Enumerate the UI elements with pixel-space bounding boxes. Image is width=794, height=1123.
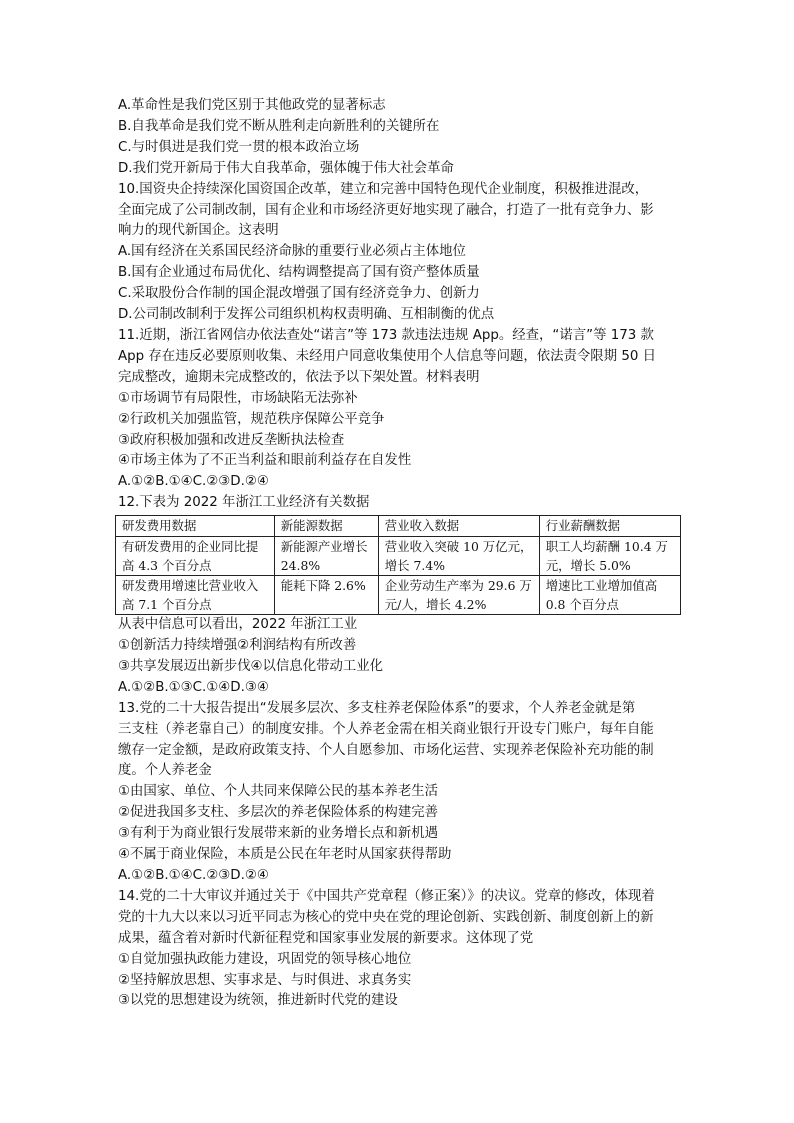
table-header-row [116, 516, 681, 537]
question-12 [118, 493, 688, 699]
table-cell: 研发费用增速比营业收入高 7.1 个百分点 [116, 576, 275, 615]
q14-item-1: ①自觉加强执政能力建设，巩固党的领导核心地位 [118, 951, 412, 967]
q14-stem-line: 党的十九大以来以习近平同志为核心的党中央在党的理论创新、实践创新、制度创新上的新 [118, 909, 654, 925]
table-cell: 有研发费用的企业同比提高 4.3 个百分点 [116, 537, 275, 576]
q13-item-4: ④不属于商业保险，本质是公民在年老时从国家获得帮助 [118, 847, 452, 863]
q13-stem-line: 三支柱（养老靠自己）的制度安排。个人养老金需在相关商业银行开设专门账户，每年自能 [118, 721, 654, 737]
table-row [116, 537, 681, 576]
table-cell: 新能源产业增长 24.8% [274, 537, 378, 576]
q9-option-a: A.革命性是我们党区别于其他政党的显著标志 [118, 98, 386, 113]
table-row [116, 576, 681, 615]
q13-item-1: ①由国家、单位、个人共同来保障公民的基本养老生活 [118, 784, 438, 800]
q9-option-d: D.我们党开新局于伟大自我革命，强体魄于伟大社会革命 [118, 160, 454, 176]
q12-stem: 12.下表为 2022 年浙江工业经济有关数据 [118, 495, 370, 511]
question-10 [118, 180, 688, 326]
q12-item-line: ①创新活力持续增强②利润结构有所改善 [118, 638, 357, 654]
q12-after-text: 从表中信息可以看出，2022 年浙江工业 [118, 617, 358, 633]
q11-stem-line: 11.近期，浙江省网信办依法查处“诺言”等 173 款违法违规 App。经查，“诺言”等 173 款 [118, 327, 654, 343]
question-11 [118, 326, 688, 493]
q12-item-line: ③共享发展迈出新步伐④以信息化带动工业化 [118, 658, 384, 674]
q10-stem-line: 10.国资央企持续深化国资国企改革，建立和完善中国特色现代企业制度，积极推进混改， [118, 181, 649, 197]
table-cell: 增速比工业增加值高 0.8 个百分点 [539, 576, 680, 615]
question-14 [118, 887, 688, 1012]
q14-item-3: ③以党的思想建设为统领，推进新时代党的建设 [118, 993, 398, 1009]
table-cell: 职工人均薪酬 10.4 万元，增长 5.0% [539, 537, 680, 576]
table-header-cell: 新能源数据 [274, 516, 378, 537]
exam-page [118, 96, 688, 1012]
table-header-cell: 行业薪酬数据 [539, 516, 680, 537]
q10-stem-line: 全面完成了公司制改制，国有企业和市场经济更好地实现了融合，打造了一批有竞争力、影 [118, 202, 654, 218]
q11-item-3: ③政府积极加强和改进反垄断执法检查 [118, 432, 345, 448]
q10-option-b: B.国有企业通过布局优化、结构调整提高了国有资产整体质量 [118, 265, 480, 281]
q14-item-2: ②坚持解放思想、实事求是、与时俱进、求真务实 [118, 972, 412, 988]
q13-stem-line: 13.党的二十大报告提出“发展多层次、多支柱养老保险体系”的要求，个人养老金就是第 [118, 700, 636, 716]
q11-item-1: ①市场调节有局限性，市场缺陷无法弥补 [118, 390, 358, 406]
table-cell: 营业收入突破 10 万亿元，增长 7.4% [378, 537, 539, 576]
q12-data-table [115, 515, 681, 615]
q14-stem-line: 14.党的二十大审议并通过关于《中国共产党章程（修正案）》的决议。党章的修改，体现着 [118, 888, 655, 904]
table-header-cell: 研发费用数据 [116, 516, 275, 537]
q9-options [118, 96, 688, 180]
q10-option-c: C.采取股份合作制的国企混改增强了国有经济竞争力、创新力 [118, 286, 480, 302]
q11-stem-line: 完成整改，逾期未完成整改的，依法予以下架处置。材料表明 [118, 369, 480, 385]
q10-stem-line: 响力的现代新国企。这表明 [118, 223, 279, 239]
q12-choices: A.①②B.①③C.①④D.③④ [118, 679, 269, 695]
q13-stem-line: 度。个人养老金 [118, 763, 212, 779]
q11-item-4: ④市场主体为了不正当利益和眼前利益存在自发性 [118, 453, 412, 469]
table-cell: 企业劳动生产率为 29.6 万元/人，增长 4.2% [378, 576, 539, 615]
q9-option-b: B.自我革命是我们党不断从胜利走向新胜利的关键所在 [118, 118, 440, 134]
q9-option-c: C.与时俱进是我们党一贯的根本政治立场 [118, 139, 360, 155]
q13-item-3: ③有利于为商业银行发展带来新的业务增长点和新机遇 [118, 826, 438, 842]
q11-stem-line: App 存在违反必要原则收集、未经用户同意收集使用个人信息等问题，依法责令限期 50 日 [118, 348, 657, 364]
table-cell: 能耗下降 2.6% [274, 576, 378, 615]
q13-choices: A.①②B.①④C.②③D.②④ [118, 868, 269, 883]
q10-option-d: D.公司制改制利于发挥公司组织机构权责明确、互相制衡的优点 [118, 307, 495, 323]
table-header-cell: 营业收入数据 [378, 516, 539, 537]
q10-option-a: A.国有经济在关系国民经济命脉的重要行业必须占主体地位 [118, 244, 466, 260]
q13-item-2: ②促进我国多支柱、多层次的养老保险体系的构建完善 [118, 805, 438, 821]
q11-item-2: ②行政机关加强监管，规范秩序保障公平竞争 [118, 411, 385, 427]
question-13 [118, 699, 688, 887]
q13-stem-line: 缴存一定金额，是政府政策支持、个人自愿参加、市场化运营、实现养老保险补充功能的制 [118, 742, 654, 758]
q14-stem-line: 成果，蕴含着对新时代新征程党和国家事业发展的新要求。这体现了党 [118, 930, 534, 946]
q11-choices: A.①②B.①④C.②③D.②④ [118, 474, 269, 490]
